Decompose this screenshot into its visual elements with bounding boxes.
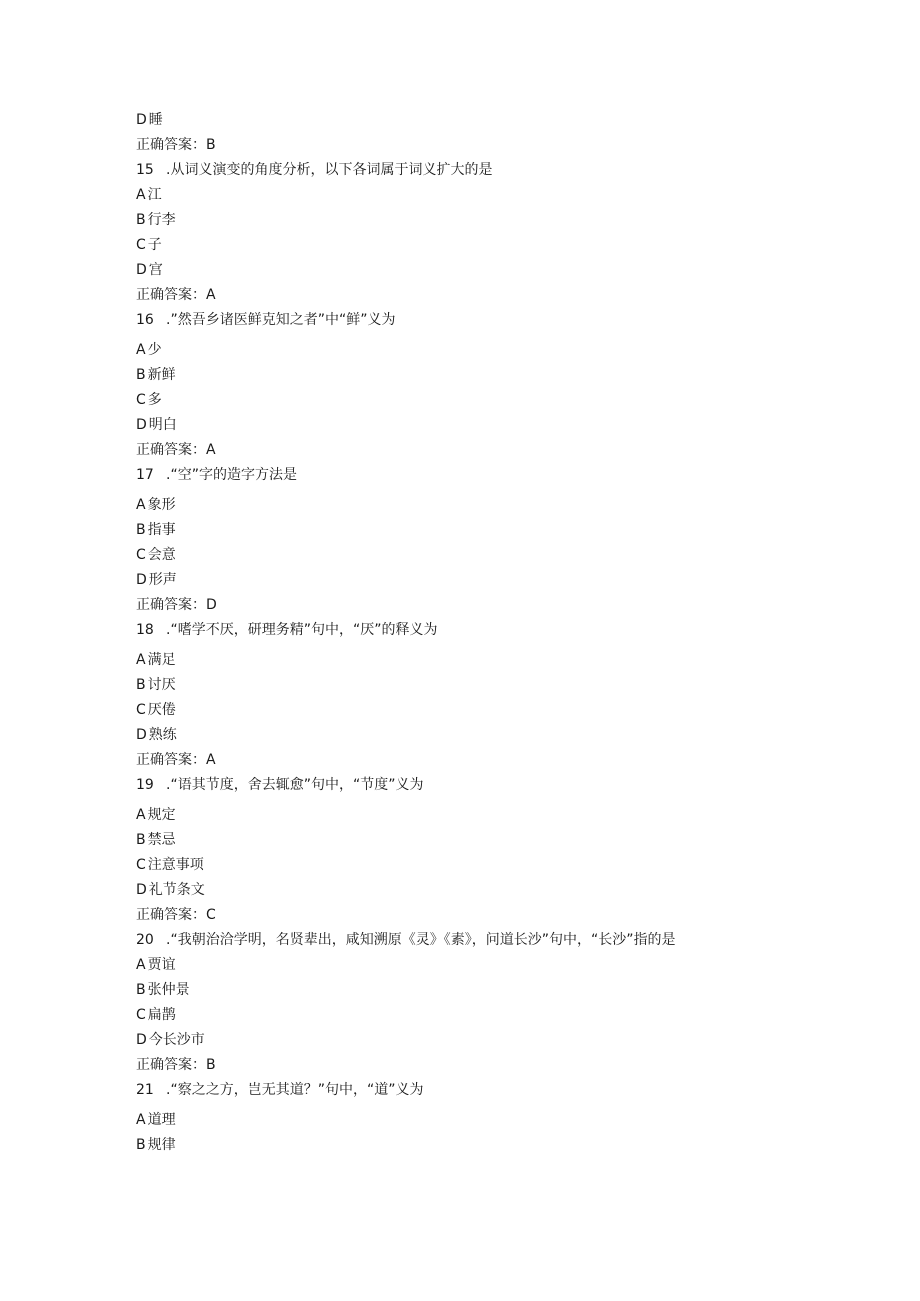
question-text: .“空”字的造字方法是 bbox=[166, 467, 297, 483]
option-line bbox=[136, 828, 856, 853]
question-number: 21 bbox=[136, 1082, 154, 1098]
option-line bbox=[136, 258, 856, 283]
option-line bbox=[136, 1108, 856, 1133]
option-line bbox=[136, 953, 856, 978]
question-line bbox=[136, 773, 856, 798]
question-line bbox=[136, 158, 856, 183]
option-letter: B bbox=[136, 677, 146, 693]
option-line bbox=[136, 803, 856, 828]
option-letter: C bbox=[136, 237, 146, 253]
option-line bbox=[136, 1003, 856, 1028]
option-text: 贾谊 bbox=[147, 957, 176, 973]
option-letter: D bbox=[136, 572, 147, 588]
option-line bbox=[136, 853, 856, 878]
question-text: .”然吾乡诸医鲜克知之者”中“鲜”义为 bbox=[166, 312, 396, 328]
option-letter: B bbox=[136, 982, 146, 998]
option-text: 厌倦 bbox=[147, 702, 176, 718]
option-letter: A bbox=[136, 187, 146, 203]
option-text: 规律 bbox=[147, 1137, 176, 1153]
option-text: 规定 bbox=[147, 807, 176, 823]
option-text: 注意事项 bbox=[147, 857, 204, 873]
question-number: 17 bbox=[136, 467, 154, 483]
option-text: 新鲜 bbox=[147, 367, 176, 383]
option-line bbox=[136, 233, 856, 258]
option-line bbox=[136, 978, 856, 1003]
option-letter: C bbox=[136, 392, 146, 408]
option-letter: B bbox=[136, 1137, 146, 1153]
option-text: 熟练 bbox=[148, 727, 177, 743]
option-letter: B bbox=[136, 522, 146, 538]
answer-line bbox=[136, 903, 856, 928]
question-text: .“语其节度，舍去辄愈”句中，“节度”义为 bbox=[166, 777, 424, 793]
option-line bbox=[136, 363, 856, 388]
question-text: .“嗜学不厌，研理务精”句中，“厌”的释义为 bbox=[166, 622, 438, 638]
answer-line bbox=[136, 283, 856, 308]
option-letter: A bbox=[136, 957, 146, 973]
option-text: 讨厌 bbox=[147, 677, 176, 693]
option-text: 象形 bbox=[147, 497, 176, 513]
option-letter: A bbox=[136, 497, 146, 513]
option-text: 多 bbox=[147, 392, 162, 408]
option-line bbox=[136, 723, 856, 748]
answer-line bbox=[136, 1053, 856, 1078]
option-letter: A bbox=[136, 807, 146, 823]
option-line bbox=[136, 413, 856, 438]
option-text: 子 bbox=[147, 237, 162, 253]
option-letter: C bbox=[136, 547, 146, 563]
option-line bbox=[136, 1028, 856, 1053]
option-line bbox=[136, 1133, 856, 1158]
option-line bbox=[136, 878, 856, 903]
question-text: .从词义演变的角度分析，以下各词属于词义扩大的是 bbox=[166, 162, 493, 178]
option-text: 行李 bbox=[147, 212, 176, 228]
question-line bbox=[136, 463, 856, 488]
question-text: .“我朝治洽学明，名贤辈出，咸知溯原《灵》《素》，问道长沙”句中，“长沙”指的是 bbox=[166, 932, 676, 948]
option-letter: D bbox=[136, 417, 147, 433]
option-letter: D bbox=[136, 882, 147, 898]
option-letter: B bbox=[136, 212, 146, 228]
question-line bbox=[136, 308, 856, 333]
answer-text: 正确答案：C bbox=[136, 907, 216, 923]
answer-text: 正确答案：A bbox=[136, 442, 216, 458]
option-text: 睡 bbox=[148, 112, 163, 128]
option-line bbox=[136, 338, 856, 363]
question-line bbox=[136, 618, 856, 643]
question-number: 20 bbox=[136, 932, 154, 948]
option-letter: B bbox=[136, 367, 146, 383]
option-line bbox=[136, 518, 856, 543]
answer-text: 正确答案：A bbox=[136, 287, 216, 303]
question-line bbox=[136, 1078, 856, 1103]
option-letter: D bbox=[136, 112, 147, 128]
option-line bbox=[136, 388, 856, 413]
option-letter: C bbox=[136, 857, 146, 873]
question-number: 19 bbox=[136, 777, 154, 793]
option-line bbox=[136, 568, 856, 593]
question-line bbox=[136, 928, 856, 953]
question-number: 15 bbox=[136, 162, 154, 178]
option-letter: B bbox=[136, 832, 146, 848]
question-number: 18 bbox=[136, 622, 154, 638]
option-text: 少 bbox=[147, 342, 162, 358]
option-text: 禁忌 bbox=[147, 832, 176, 848]
option-letter: C bbox=[136, 702, 146, 718]
option-line bbox=[136, 493, 856, 518]
answer-text: 正确答案：B bbox=[136, 137, 216, 153]
question-number: 16 bbox=[136, 312, 154, 328]
option-line bbox=[136, 648, 856, 673]
option-text: 指事 bbox=[147, 522, 176, 538]
option-line bbox=[136, 698, 856, 723]
option-text: 会意 bbox=[147, 547, 176, 563]
option-text: 宫 bbox=[148, 262, 163, 278]
option-letter: A bbox=[136, 1112, 146, 1128]
question-text: .“察之之方，岂无其道？”句中，“道”义为 bbox=[166, 1082, 424, 1098]
option-text: 礼节条文 bbox=[148, 882, 205, 898]
answer-text: 正确答案：A bbox=[136, 752, 216, 768]
option-text: 道理 bbox=[147, 1112, 176, 1128]
option-text: 江 bbox=[147, 187, 162, 203]
option-letter: A bbox=[136, 652, 146, 668]
option-letter: D bbox=[136, 1032, 147, 1048]
option-text: 形声 bbox=[148, 572, 177, 588]
answer-text: 正确答案：D bbox=[136, 597, 217, 613]
option-letter: D bbox=[136, 727, 147, 743]
option-line bbox=[136, 543, 856, 568]
option-line bbox=[136, 183, 856, 208]
option-line bbox=[136, 208, 856, 233]
answer-line bbox=[136, 748, 856, 773]
answer-line bbox=[136, 133, 856, 158]
option-line bbox=[136, 673, 856, 698]
option-text: 满足 bbox=[147, 652, 176, 668]
answer-line bbox=[136, 593, 856, 618]
answer-text: 正确答案：B bbox=[136, 1057, 216, 1073]
option-letter: A bbox=[136, 342, 146, 358]
answer-line bbox=[136, 438, 856, 463]
option-line bbox=[136, 108, 856, 133]
option-text: 今长沙市 bbox=[148, 1032, 205, 1048]
option-text: 张仲景 bbox=[147, 982, 190, 998]
option-letter: C bbox=[136, 1007, 146, 1023]
option-text: 扁鹊 bbox=[147, 1007, 176, 1023]
option-text: 明白 bbox=[148, 417, 177, 433]
option-letter: D bbox=[136, 262, 147, 278]
document-body bbox=[136, 108, 856, 1158]
